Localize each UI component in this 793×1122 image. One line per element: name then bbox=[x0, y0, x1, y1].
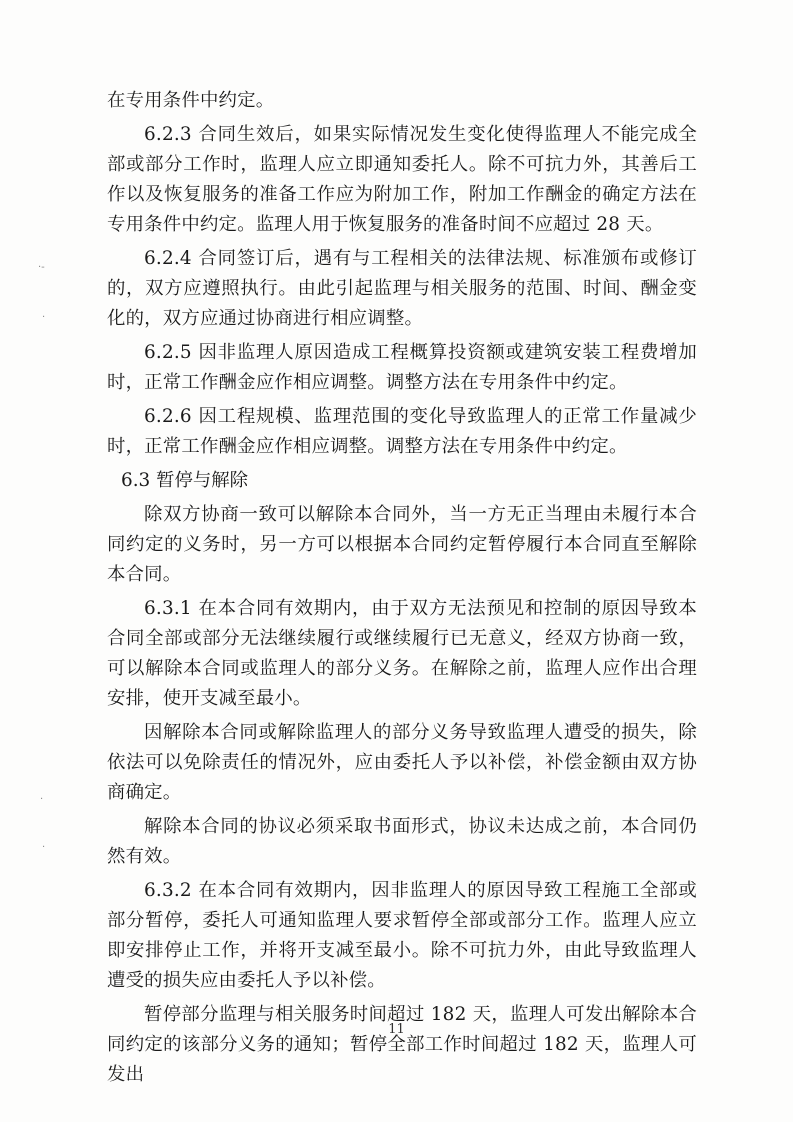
paragraph-compensation: 因解除本合同或解除监理人的部分义务导致监理人遭受的损失，除依法可以免除责任的情况外，应由委托人予以补偿，补偿金额由双方协商确定。 bbox=[107, 722, 697, 803]
scan-artifact: ·- bbox=[38, 262, 45, 273]
clause-6-2-4: 6.2.4 合同签订后，遇有与工程相关的法律法规、标准颁布或修订的，双方应遵照执行。由此引起监理与相关服务的范围、时间、酬金变化的，双方应通过协商进行相应调整。 bbox=[107, 248, 697, 329]
document-body bbox=[107, 86, 697, 1094]
clause-6-3-1: 6.3.1 在本合同有效期内，由于双方无法预见和控制的原因导致本合同全部或部分无法继续履行或继续履行已无意义，经双方协商一致，可以解除本合同或监理人的部分义务。在解除之前，监理人应作出合理安排，使开支减至最小。 bbox=[107, 598, 697, 709]
clause-6-3-2: 6.3.2 在本合同有效期内，因非监理人的原因导致工程施工全部或部分暂停，委托人可通知监理人要求暂停全部或部分工作。监理人应立即安排停止工作，并将开支减至最小。除不可抗力外，由此导致监理人遭受的损失应由委托人予以补偿。 bbox=[107, 880, 697, 991]
scan-artifact: · bbox=[42, 842, 46, 853]
scan-artifact: · bbox=[42, 312, 46, 323]
section-heading-6-3: 6.3 暂停与解除 bbox=[121, 470, 249, 491]
clause-6-2-5: 6.2.5 因非监理人原因造成工程概算投资额或建筑安装工程费增加时，正常工作酬金应作相应调整。调整方法在专用条件中约定。 bbox=[107, 342, 697, 393]
paragraph-1: 在专用条件中约定。 bbox=[107, 90, 275, 111]
paragraph-6-3-intro: 除双方协商一致可以解除本合同外，当一方无正当理由未履行本合同约定的义务时，另一方可以根据本合同约定暂停履行本合同直至解除本合同。 bbox=[107, 504, 697, 585]
scan-artifact: · bbox=[40, 794, 44, 805]
clause-6-2-6: 6.2.6 因工程规模、监理范围的变化导致监理人的正常工作量减少时，正常工作酬金应作相应调整。调整方法在专用条件中约定。 bbox=[107, 406, 697, 457]
page-number: 11 bbox=[388, 1022, 405, 1037]
paragraph-written-form: 解除本合同的协议必须采取书面形式，协议未达成之前，本合同仍然有效。 bbox=[107, 816, 697, 867]
clause-6-2-3: 6.2.3 合同生效后，如果实际情况发生变化使得监理人不能完成全部或部分工作时，监理人应立即通知委托人。除不可抗力外，其善后工作以及恢复服务的准备工作应为附加工作，附加工作酬金的确定方法在专用条件中约定。监理人用于恢复服务的准备时间不应超过 28 天。 bbox=[107, 124, 697, 235]
paragraph-suspension-182-days: 暂停部分监理与相关服务时间超过 182 天，监理人可发出解除本合同约定的该部分义务的通知；暂停全部工作时间超过 182 天，监理人可发出 bbox=[107, 1004, 697, 1085]
